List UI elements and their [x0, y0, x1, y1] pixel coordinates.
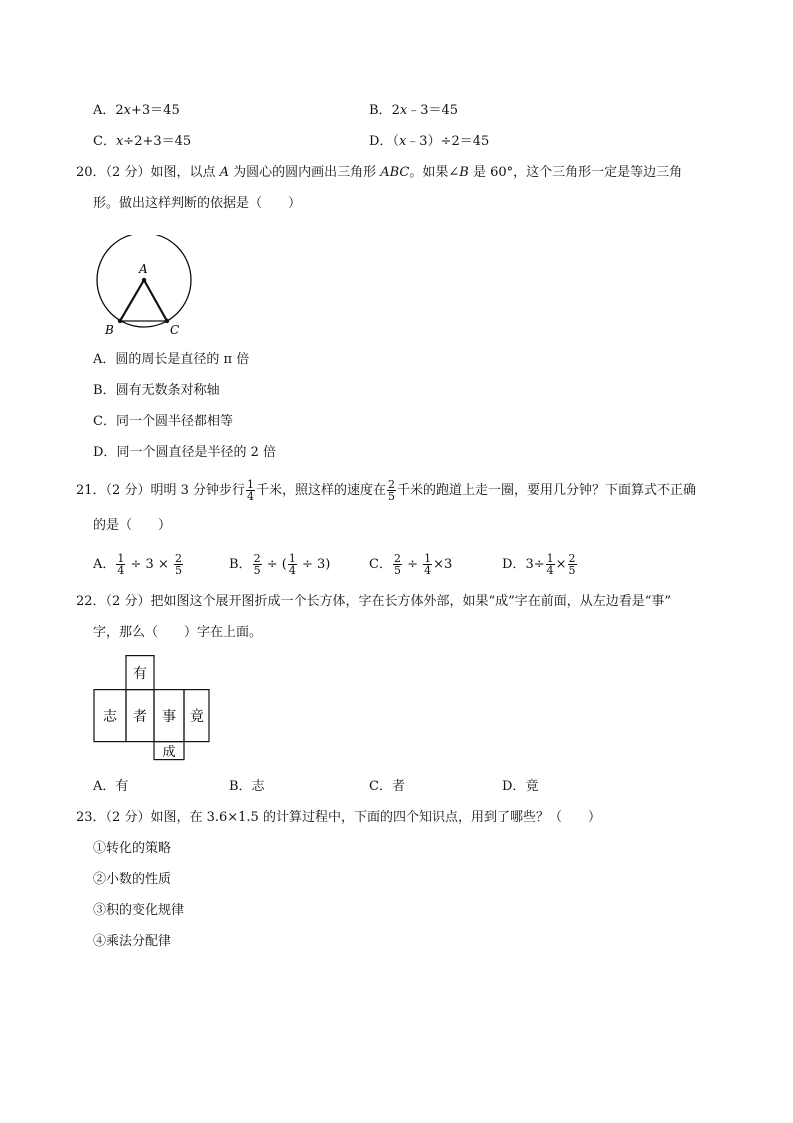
q20-stem-line2: 形。做出这样判断的依据是（ ）: [93, 196, 302, 211]
q22-option-c[interactable]: C．者: [369, 779, 405, 794]
q23-item-2[interactable]: ②小数的性质: [93, 872, 172, 887]
q21-option-d[interactable]: D．3÷ $\frac{1}{4}$ × $\frac{2}{5}$: [502, 552, 576, 577]
label-b: B: [105, 323, 114, 337]
triangle-side-ac: [144, 280, 167, 321]
fraction: $\frac{2}{5}$: [388, 478, 396, 503]
q20-option-c[interactable]: C．同一个圆半径都相等: [93, 414, 233, 429]
q20-stem: 20．（2 分）如图，以点 A 为圆心的圆内画出三角形 ABC。如果∠B 是 60°，这个三角形一定是等边三角: [76, 165, 683, 180]
q21-option-a[interactable]: A． $\frac{1}{4}$ ÷ 3 × $\frac{2}{5}$: [93, 552, 182, 577]
triangle-side-ab: [120, 280, 144, 321]
q19-option-d[interactable]: D．（x﹣3）÷2＝45: [369, 134, 490, 149]
q22-option-b[interactable]: B．志: [229, 779, 265, 794]
net-char-1: 志: [103, 709, 117, 725]
fraction: $\frac{1}{4}$: [247, 478, 254, 503]
q23-stem: 23．（2 分）如图，在 3.6×1.5 的计算过程中，下面的四个知识点，用到了哪些？（ ）: [76, 810, 601, 825]
q20-option-a[interactable]: A．圆的周长是直径的 π 倍: [93, 352, 250, 367]
q19-option-c[interactable]: C．x÷2+3＝45: [93, 134, 192, 149]
point-a-dot: [142, 278, 146, 282]
q23-item-1[interactable]: ①转化的策略: [93, 841, 172, 856]
fraction: $\frac{2}{5}$: [253, 552, 261, 577]
net-char-bottom: 成: [162, 745, 176, 760]
point-c-dot: [165, 319, 169, 323]
q22-option-a[interactable]: A．有: [93, 779, 129, 794]
fraction: $\frac{1}{4}$: [546, 552, 554, 577]
q21-stem: 21．（2 分）明明 3 分钟步行 $\frac{1}{4}$ 千米，照这样的速度在 $\frac{2}{5}$ 千米的跑道上走一圈，要用几分钟？下面算式不正确: [76, 478, 697, 503]
fraction: $\frac{1}{4}$: [288, 552, 296, 577]
q21-option-b[interactable]: B． $\frac{2}{5}$ ÷ ( $\frac{1}{4}$ ÷ 3): [229, 552, 331, 577]
q21-option-c[interactable]: C． $\frac{2}{5}$ ÷ $\frac{1}{4}$ ×3: [369, 552, 453, 577]
q20-circle-figure: [88, 235, 200, 341]
q19-option-b[interactable]: B．2x﹣3＝45: [369, 103, 459, 118]
q22-stem-line2: 字，那么（ ）字在上面。: [93, 625, 263, 640]
net-char-top: 有: [133, 666, 147, 682]
q22-option-d[interactable]: D．竟: [502, 779, 539, 794]
fraction: $\frac{1}{4}$: [117, 552, 125, 577]
net-char-4: 竟: [190, 709, 204, 725]
q20-option-d[interactable]: D．同一个圆直径是半径的 2 倍: [93, 445, 276, 460]
q22-stem: 22．（2 分）把如图这个展开图折成一个长方体，字在长方体外部，如果“成”字在前面，从左边看是“事”: [76, 594, 672, 609]
q21-stem-line2: 的是（ ）: [93, 518, 172, 533]
fraction: $\frac{2}{5}$: [393, 552, 401, 577]
q23-item-3[interactable]: ③积的变化规律: [93, 903, 185, 918]
fraction: $\frac{1}{4}$: [424, 552, 432, 577]
net-char-3: 事: [162, 709, 176, 725]
net-char-2: 者: [133, 709, 147, 725]
q20-option-b[interactable]: B．圆有无数条对称轴: [93, 383, 220, 398]
point-b-dot: [118, 319, 122, 323]
q19-option-a[interactable]: A．2x+3＝45: [93, 103, 180, 118]
fraction: $\frac{2}{5}$: [568, 552, 576, 577]
label-c: C: [170, 323, 180, 337]
fraction: $\frac{2}{5}$: [175, 552, 182, 577]
q22-cuboid-net: [93, 655, 211, 761]
label-a: A: [139, 262, 148, 276]
q23-item-4[interactable]: ④乘法分配律: [93, 934, 172, 949]
